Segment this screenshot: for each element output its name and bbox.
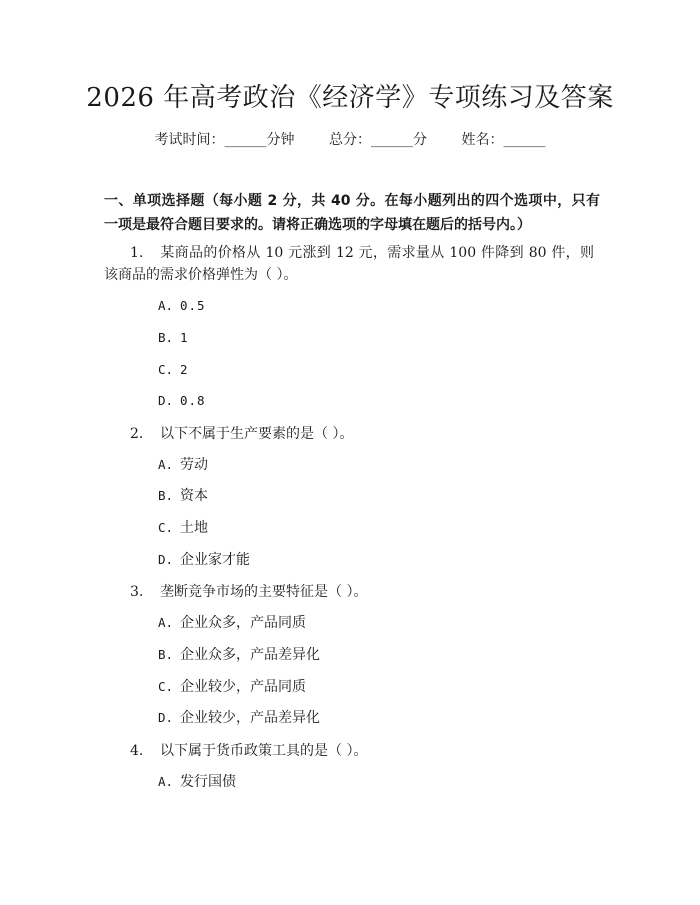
option-text: 土地 [180,520,208,536]
option-letter: D. [158,393,174,408]
option-text: 企业众多，产品同质 [180,615,306,631]
option-letter: C. [158,520,174,535]
option-letter: A. [158,298,174,313]
option-3b [158,645,320,665]
option-1a [158,296,206,316]
section-heading: 一、单项选择题（每小题 2 分，共 40 分。在每小题列出的四个选项中，只有一项是最符合题目要求的。请将正确选项的字母填在题后的括号内。） [104,193,600,233]
exam-time-field: 考试时间：______分钟 [154,132,295,148]
question-4 [104,740,594,762]
option-3d [158,708,320,728]
option-letter: C. [158,679,174,694]
option-text: 企业较少，产品差异化 [180,710,320,726]
option-letter: B. [158,647,174,662]
option-letter: D. [158,552,174,567]
question-text: 垄断竞争市场的主要特征是（ ）。 [160,584,368,600]
option-1b [158,328,189,348]
option-letter: B. [158,488,174,503]
option-text: 1 [180,330,189,345]
option-3a [158,613,306,633]
total-score-field: 总分：______分 [329,132,427,148]
question-number: 2. [130,426,144,442]
option-text: 资本 [180,488,208,504]
option-letter: B. [158,330,174,345]
option-text: 企业较少，产品同质 [180,679,306,695]
option-letter: A. [158,774,174,789]
page-title: 2026 年高考政治《经济学》专项练习及答案 [86,83,614,113]
question-number: 3. [130,584,144,600]
option-2d [158,550,250,570]
option-1c [158,360,189,380]
option-2a [158,455,208,475]
question-3 [104,581,594,603]
question-number: 4. [130,743,144,759]
option-3c [158,677,306,697]
option-letter: A. [158,615,174,630]
option-text: 2 [180,362,189,377]
student-name-field: 姓名：______ [461,132,546,148]
exam-meta [0,130,700,150]
question-2 [104,423,594,445]
option-text: 0.5 [180,298,206,313]
option-text: 企业家才能 [180,552,250,568]
option-2b [158,486,208,506]
question-number: 1. [130,245,144,261]
option-2c [158,518,208,538]
question-text: 某商品的价格从 10 元涨到 12 元，需求量从 100 件降到 80 件，则该商品的需求价格弹性为（ ）。 [104,245,594,283]
option-text: 0.8 [180,393,206,408]
option-1d [158,391,206,411]
option-text: 发行国债 [180,774,236,790]
question-text: 以下属于货币政策工具的是（ ）。 [160,743,368,759]
option-letter: C. [158,362,174,377]
option-text: 劳动 [180,457,208,473]
option-letter: D. [158,710,174,725]
question-text: 以下不属于生产要素的是（ ）。 [160,426,354,442]
option-4a [158,772,236,792]
option-letter: A. [158,457,174,472]
question-1 [104,242,594,286]
option-text: 企业众多，产品差异化 [180,647,320,663]
